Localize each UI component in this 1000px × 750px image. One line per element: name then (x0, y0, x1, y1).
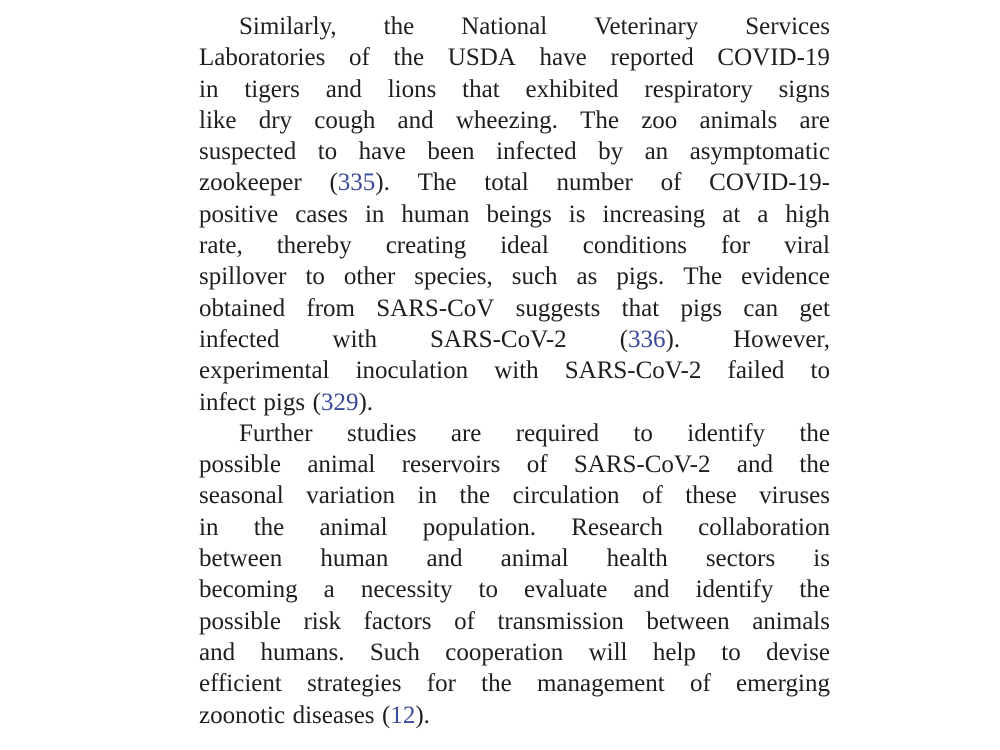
word: the (481, 670, 512, 698)
word: by (598, 138, 624, 166)
word: the (393, 44, 425, 72)
word: creating (385, 232, 467, 260)
word: in (417, 482, 438, 510)
word: Services (745, 13, 830, 40)
word: the (799, 451, 830, 479)
word: of (689, 670, 711, 698)
word: for (720, 232, 751, 260)
text-line (199, 136, 830, 167)
word: sectors (705, 545, 776, 573)
citation-number: 335 (337, 169, 376, 197)
word: transmission (497, 607, 624, 635)
word: will (588, 638, 628, 666)
word: been (427, 138, 475, 166)
word: respiratory (644, 75, 753, 103)
word: The (580, 106, 619, 134)
word: of (526, 451, 548, 479)
word: of (660, 169, 682, 197)
word: between (199, 545, 283, 573)
word: with (494, 357, 539, 385)
word: at (722, 200, 741, 228)
text-line (199, 512, 830, 543)
word: viral (784, 232, 830, 260)
word: that (621, 294, 660, 322)
word: have (539, 44, 587, 72)
word: ideal (500, 232, 549, 260)
word: emerging (736, 670, 830, 698)
word: to (305, 263, 325, 291)
word: identify (695, 576, 774, 604)
word: animals (752, 607, 830, 635)
word: is (568, 200, 586, 228)
word: human (320, 545, 389, 573)
word: humans. (260, 638, 345, 666)
word: SARS-CoV-2 (573, 451, 711, 479)
word: (12). (382, 700, 430, 731)
word: have (358, 138, 406, 166)
word: a (323, 576, 335, 604)
word: wheezing. (455, 106, 558, 134)
word: obtained (199, 294, 286, 322)
word: Such (369, 638, 420, 666)
word: diseases (292, 701, 375, 729)
text-line (199, 700, 830, 731)
text-line (199, 543, 830, 574)
text-line (199, 105, 830, 136)
word: However, (733, 325, 830, 353)
word: between (646, 607, 730, 635)
word: is (813, 545, 830, 573)
word: infect (199, 388, 256, 416)
word: devise (766, 638, 830, 666)
word: inoculation (355, 357, 469, 385)
word: of (641, 482, 663, 510)
word: help (652, 638, 696, 666)
word: the (253, 513, 285, 541)
word: zoo (641, 106, 678, 134)
word: an (644, 138, 669, 166)
word: these (685, 482, 737, 510)
word: species, (414, 263, 493, 291)
text-line (199, 574, 830, 605)
word: The (683, 263, 723, 291)
word: National (461, 13, 548, 40)
word: seasonal (199, 482, 284, 510)
word: suggests (515, 294, 601, 322)
word: management (536, 670, 665, 698)
word: get (799, 294, 830, 322)
word: spillover (199, 263, 287, 291)
text-line (199, 11, 830, 42)
word: Similarly, (239, 13, 337, 40)
word: evaluate (524, 576, 608, 604)
paragraph (199, 11, 830, 418)
word: the (459, 482, 491, 510)
word: to (478, 576, 498, 604)
word: possible (199, 607, 281, 635)
word: (336). (620, 324, 680, 355)
word: like (199, 106, 237, 134)
word: evidence (741, 263, 830, 291)
word: reservoirs (401, 451, 501, 479)
word: population. (422, 513, 536, 541)
text-line (199, 668, 830, 699)
word: the (799, 419, 830, 447)
word: zoonotic (199, 701, 286, 729)
word: (335). (329, 167, 389, 198)
word: factors (363, 607, 432, 635)
word: infected (199, 325, 280, 353)
word: Further (239, 419, 313, 447)
word: from (306, 294, 355, 322)
paragraph (199, 418, 830, 731)
word: animal (307, 451, 376, 479)
text-line (199, 230, 830, 261)
word: cooperation (445, 638, 564, 666)
text-line (199, 449, 830, 480)
text-line (199, 418, 830, 449)
word: failed (727, 357, 785, 385)
word: infected (496, 138, 577, 166)
word: of (349, 44, 370, 72)
word: increasing (602, 200, 706, 228)
text-line (199, 42, 830, 73)
word: Veterinary (594, 13, 699, 40)
text-line (199, 167, 830, 198)
word: conditions (582, 232, 687, 260)
word: the (383, 13, 415, 40)
word: pigs (263, 388, 306, 416)
text-line (199, 199, 830, 230)
word: and (426, 545, 463, 573)
word: lions (387, 75, 437, 103)
word: reported (610, 44, 694, 72)
word: to (633, 419, 653, 447)
word: positive (199, 200, 279, 228)
word: necessity (360, 576, 453, 604)
word: and (736, 451, 773, 479)
word: animals (699, 106, 778, 134)
text-line (199, 355, 830, 386)
citation-number: 329 (320, 388, 359, 416)
word: cough (314, 106, 376, 134)
word: thereby (276, 232, 352, 260)
word: can (743, 294, 779, 322)
word: COVID-19 (717, 44, 830, 72)
word: required (515, 419, 600, 447)
word: beings (486, 200, 552, 228)
word: the (799, 576, 830, 604)
word: in (199, 75, 219, 103)
word: that (462, 75, 500, 103)
word: possible (199, 451, 281, 479)
word: human (401, 200, 470, 228)
word: signs (778, 75, 830, 103)
word: are (799, 106, 830, 134)
word: in (364, 200, 385, 228)
word: cases (295, 200, 348, 228)
word: animal (500, 545, 569, 573)
word: of (454, 607, 475, 635)
word: asymptomatic (689, 138, 830, 166)
word: COVID-19- (709, 169, 830, 197)
word: viruses (759, 482, 830, 510)
word: variation (306, 482, 396, 510)
word: as (576, 263, 598, 291)
word: collaboration (698, 513, 830, 541)
word: and (199, 638, 236, 666)
word: pigs (680, 294, 723, 322)
word: strategies (307, 670, 402, 698)
word: a (757, 200, 769, 228)
word: suspected (199, 138, 297, 166)
text-line (199, 261, 830, 292)
text-line (199, 606, 830, 637)
word: USDA (447, 44, 516, 72)
word: with (332, 325, 377, 353)
word: and (325, 75, 362, 103)
text-line (199, 74, 830, 105)
word: becoming (199, 576, 298, 604)
word: studies (347, 419, 417, 447)
word: Research (571, 513, 663, 541)
word: rate, (199, 232, 243, 260)
text-line (199, 324, 830, 355)
word: efficient (199, 670, 282, 698)
word: number (556, 169, 633, 197)
word: in (199, 513, 219, 541)
word: zookeeper (199, 169, 302, 197)
text-line (199, 293, 830, 324)
text-line (199, 637, 830, 668)
word: (329). (313, 387, 373, 418)
word: Laboratories (199, 44, 326, 72)
text-line (199, 387, 830, 418)
word: exhibited (525, 75, 619, 103)
word: high (785, 200, 830, 228)
word: SARS-CoV (376, 294, 495, 322)
word: such (511, 263, 558, 291)
word: SARS-CoV-2 (430, 325, 567, 353)
word: risk (303, 607, 341, 635)
word: identify (687, 419, 766, 447)
word: The (417, 169, 457, 197)
text-column (199, 11, 830, 731)
word: are (450, 419, 482, 447)
word: and (633, 576, 670, 604)
citation-number: 336 (628, 325, 666, 353)
word: to (810, 357, 830, 385)
word: SARS-CoV-2 (564, 357, 702, 385)
word: for (426, 670, 456, 698)
word: other (343, 263, 396, 291)
word: health (606, 545, 668, 573)
word: and (397, 106, 434, 134)
word: tigers (244, 75, 300, 103)
word: to (317, 138, 338, 166)
word: pigs. (616, 263, 665, 291)
citation-number: 12 (390, 701, 416, 729)
word: circulation (512, 482, 620, 510)
word: total (484, 169, 529, 197)
word: dry (258, 106, 293, 134)
text-line (199, 480, 830, 511)
word: experimental (199, 357, 330, 385)
word: to (721, 638, 741, 666)
word: animal (319, 513, 388, 541)
